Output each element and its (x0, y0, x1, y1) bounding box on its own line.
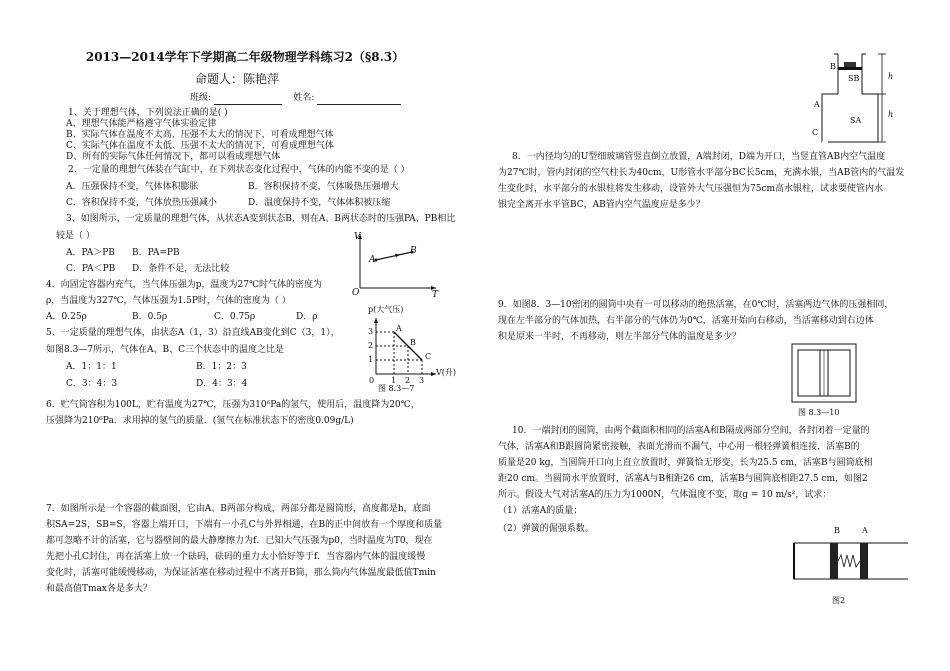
q9-line-2: 现在左半部分的气体加热，右半部分的气体仍为0℃，活塞开始向右移动，当活塞移动到右边体 (498, 316, 874, 326)
q3-stem-1: 3、如图所示，一定质量的理想气体，从状态A变到状态B，则在A、B两状态时的压强PA、PB相比 (66, 214, 456, 224)
q4-option-b: B．0.5ρ (132, 312, 168, 322)
q3-option-c: C．PA＜PB (66, 264, 116, 274)
q8-line-4: 银完全离开水平管BC，AB管内空气温度应是多少？ (498, 200, 705, 210)
name-blank[interactable] (317, 94, 401, 105)
q1-option-b: B、实际气体在温度不太高、压强不太大的情况下，可看成理想气体 (66, 130, 334, 140)
q3-point-b: B (410, 246, 417, 256)
q9-line-3: 积是原来一半时，不再移动，则左半部分气体的温度是多少？ (498, 332, 742, 342)
q5-point-b: B (410, 338, 416, 347)
q1-stem: 1、关于理想气体，下列说法正确的是( ) (68, 108, 228, 118)
q3-option-b: B．PA=PB (132, 248, 180, 258)
q5-origin: 0 (369, 376, 375, 385)
q7-line-6: 和最高值Tmax各是多大？ (46, 584, 152, 594)
q3-vt-graph (350, 228, 440, 300)
q3-point-a: A (369, 255, 376, 265)
q6-line-2: 压强降为210⁶Pa．求用掉的氢气的质量．(氢气在标准状态下的密度0.09g/L) (46, 416, 354, 426)
q3-axis-v: V (354, 232, 361, 242)
q5-tick-y3: 3 (368, 327, 374, 336)
q10-line-5: 所示。假设大气对活塞A的压力为1000N，气体温度不变，取g = 10 m/s²，试求： (498, 490, 832, 500)
q10-line-2: 气体，活塞A和B跟圆筒紧密接触，表面光滑而不漏气，中心用一根轻弹簧相连接，活塞B的 (498, 442, 860, 452)
q10-label-a: A (862, 526, 868, 535)
q7-label-a: A (814, 100, 820, 109)
name-label: 姓名: (293, 93, 315, 103)
q2-option-a: A．压强保持不变，气体体积膨胀 (66, 182, 199, 192)
q10-line-3: 质量是20 kg，当圆筒开口向上直立放置时，弹簧恰无形变，长为25.5 cm，活塞B与圆筒底相 (498, 458, 873, 468)
q5-option-d: D．4：3：4 (196, 379, 248, 389)
q7-label-h2: h (888, 110, 894, 119)
q7-label-sb: SB (848, 74, 860, 83)
q8-line-1: 8．一内径均匀的U型细玻璃管竖直倒立放置，A端封闭，D端为开口，当竖直管AB内空气温度 (512, 152, 886, 162)
q4-option-d: D．ρ (296, 312, 318, 322)
q3-option-a: A．PA＞PB (66, 248, 115, 258)
q8-line-3: 生变化时，水平部分的水银柱将发生移动，设管外大气压强恒为75cm高水银柱，试求要使管内水 (498, 184, 884, 194)
q2-option-b: B．容积保持不变，气体吸热压强增大 (248, 182, 399, 192)
q4-line-1: 4．向固定容器内充气，当气体压强为p，温度为27℃时气体的密度为 (46, 280, 323, 290)
q5-axis-v: V(升) (436, 368, 457, 377)
q10-label-b: B (834, 526, 840, 535)
q9-cylinder-figure (790, 342, 860, 404)
q2-stem: 2、一定量的理想气体装在气缸中，在下列状态变化过程中，气体的内能不变的是（ ） (68, 165, 410, 175)
q1-option-c: C、实际气体在温度不太低、压强不太大的情况下，可看成理想气体 (66, 141, 334, 151)
q5-option-c: C．3：4：3 (66, 379, 118, 389)
q5-line-2: 如图8.3—7所示，气体在A、B、C三个状态中的温度之比是 (46, 345, 285, 355)
q7-line-1: 7．如图所示是一个容器的截面图，它由A、B两部分构成，两部分都是圆筒形，高度都是h，底面 (46, 504, 431, 514)
q5-option-a: A．1：1：1 (66, 362, 117, 372)
q10-sub-1: （1）活塞A的质量； (498, 506, 583, 516)
q1-option-a: A、理想气体能严格遵守气体实验定律 (66, 119, 217, 129)
q3-axis-t: T (432, 290, 439, 300)
q7-line-2: 积SA=2S，SB=S，容器上端开口，下端有一小孔C与外界相通，在B的正中间放有一个厚度和质量 (46, 520, 443, 530)
q5-pv-graph (364, 314, 444, 386)
q10-spring-figure (790, 535, 910, 585)
q7-line-4: 先把小孔C封住，再在活塞上放一个砝码，砝码的重力大小恰好等于f．当容器内气体的温度缓慢 (46, 552, 426, 562)
q7-line-3: 都可忽略不计的活塞，它与器壁间的最大静摩擦力为f．已知大气压强为p0，当时温度为T0，现在 (46, 536, 433, 546)
class-label: 班级: (190, 93, 212, 103)
q7-label-c: C (812, 128, 819, 137)
q5-tick-x3: 3 (419, 376, 425, 385)
q10-caption: 图2 (832, 596, 846, 605)
author-line: 命题人：陈艳萍 (195, 72, 280, 86)
q5-tick-x1: 1 (391, 376, 397, 385)
q9-line-1: 9．如图8．3—10密闭的圆筒中央有一可以移动的绝热活塞，在0℃时，活塞两边气体的压强相同， (498, 300, 894, 310)
q4-option-a: A．0.25ρ (46, 312, 87, 322)
q9-caption: 图 8.3—10 (798, 408, 840, 417)
q3-stem-2: 较是（ ） (56, 231, 95, 241)
q8-line-2: 为27℃时，管内封闭的空气柱长为40cm，U形管水平部分BC长5cm，充满水银，当AB管内的气温发 (498, 168, 905, 178)
q6-line-1: 6．贮气筒容积为100L，贮有温度为27℃，压强为310⁶Pa的氢气，使用后，温度降为20℃， (46, 400, 420, 410)
q5-tick-y1: 1 (368, 355, 374, 364)
q5-option-b: B．1：2：3 (196, 362, 247, 372)
class-blank[interactable] (214, 94, 282, 105)
q2-option-c: C．容积保持不变，气体放热压强减小 (66, 198, 217, 208)
q3-option-d: D．条件不足，无法比较 (132, 264, 230, 274)
q10-sub-2: （2）弹簧的倔强系数。 (498, 524, 594, 534)
q10-line-1: 10．一端封闭的圆筒，由两个截面积相同的活塞A和B隔成两部分空间，各封闭着一定量的 (512, 426, 870, 436)
q5-point-c: C (425, 352, 432, 361)
q7-label-b: B (830, 62, 836, 71)
q5-tick-x2: 2 (405, 376, 411, 385)
q7-line-5: 变化时，活塞可能缓慢移动，为保证活塞在移动过程中不离开B筒，那么筒内气体温度最低值Tmin (46, 568, 436, 578)
q7-label-h1: h (888, 72, 894, 81)
q4-line-2: ρ，当温度为327℃，气体压强为1.5P时，气体的密度为（ ） (46, 296, 291, 306)
q5-axis-p: p(大气压) (368, 305, 404, 314)
q5-point-a: A (396, 324, 402, 333)
page-title: 2013—2014学年下学期高二年级物理学科练习2（§8.3） (85, 50, 405, 64)
q5-tick-y2: 2 (368, 341, 374, 350)
q10-line-4: 距20 cm。当圆筒水平放置时，活塞A与B相距26 cm，活塞B与圆筒底相距27.5 cm，如图2 (498, 474, 868, 484)
q7-label-sa: SA (850, 116, 862, 125)
q4-option-c: C．0.75ρ (214, 312, 256, 322)
q5-line-1: 5、一定质量的理想气体，由状态A（1，3）沿直线AB变化到C（3，1）， (46, 328, 340, 338)
q1-option-d: D、所有的实际气体任何情况下，都可以看成理想气体 (66, 152, 281, 162)
q2-option-d: D．温度保持不变，气体体积被压缩 (248, 198, 391, 208)
q5-graph-caption: 图 8.3—7 (378, 384, 415, 393)
student-info (190, 91, 401, 105)
q3-origin: O (352, 288, 360, 298)
